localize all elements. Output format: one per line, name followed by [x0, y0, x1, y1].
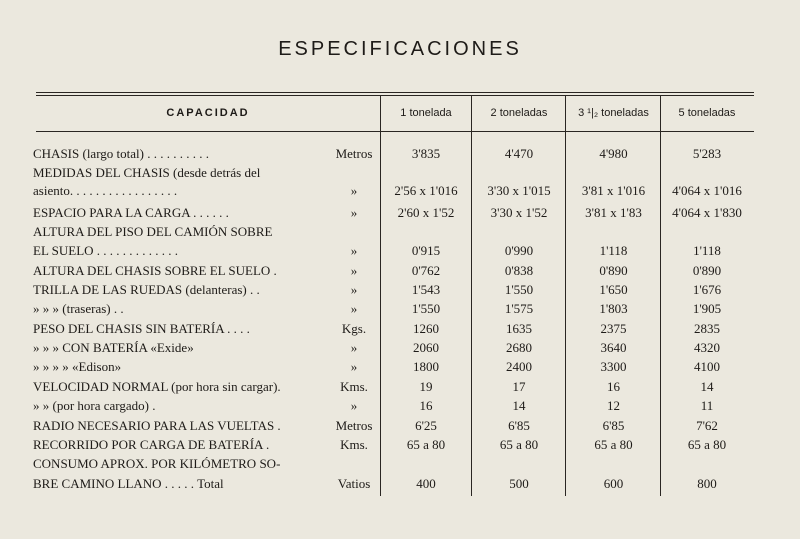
row-label: VELOCIDAD NORMAL (por hora sin cargar).: [33, 379, 281, 394]
row-unit: Kms.: [340, 379, 368, 394]
row-label: TRILLA DE LAS RUEDAS (delanteras) . .: [33, 282, 260, 297]
row-label: » » » (traseras) . .: [33, 301, 124, 316]
cell-value: 1'118: [599, 243, 628, 258]
cell-value: 65 a 80: [594, 437, 633, 452]
row-unit: »: [350, 340, 358, 355]
row-label: CHASIS (largo total) . . . . . . . . . .: [33, 146, 209, 161]
cell-value: 400: [416, 476, 436, 491]
row-unit: »: [350, 398, 358, 413]
cell-value: 1'118: [693, 243, 721, 258]
row-unit: Kgs.: [341, 321, 367, 336]
table-row: [0, 474, 800, 494]
row-label: RADIO NECESARIO PARA LAS VUELTAS .: [33, 418, 281, 433]
table-row: [0, 181, 800, 201]
table-row: [0, 280, 800, 300]
cell-value: 2'60 x 1'52: [397, 205, 455, 220]
row-label: asiento. . . . . . . . . . . . . . . . .: [33, 183, 178, 198]
cell-value: 0'990: [504, 243, 534, 258]
cell-value: 5'283: [692, 146, 722, 161]
cell-value: 3'30 x 1'015: [487, 183, 551, 198]
row-label: ALTURA DEL CHASIS SOBRE EL SUELO .: [33, 263, 277, 278]
cell-value: 1'550: [504, 282, 534, 297]
cell-value: 1'550: [411, 301, 441, 316]
cell-value: 3640: [600, 340, 627, 355]
cell-value: 4320: [694, 340, 720, 355]
cell-value: 17: [512, 379, 526, 394]
cell-value: 3300: [600, 359, 627, 374]
cell-value: 14: [700, 379, 714, 394]
table-row: [0, 319, 800, 339]
header-col-1: 1 tonelada: [400, 107, 452, 119]
cell-value: 2400: [506, 359, 532, 374]
row-label: ALTURA DEL PISO DEL CAMIÓN SOBRE: [33, 224, 273, 239]
cell-value: 3'30 x 1'52: [490, 205, 548, 220]
table-row: [0, 163, 800, 183]
cell-value: 0'890: [599, 263, 628, 278]
cell-value: 0'838: [504, 263, 534, 278]
cell-value: 4'470: [504, 146, 534, 161]
cell-value: 600: [603, 476, 624, 491]
cell-value: 4'064 x 1'830: [672, 205, 742, 220]
table-row: [0, 203, 800, 223]
table-top-rule: [36, 92, 754, 93]
row-unit: »: [350, 301, 358, 316]
cell-value: 2835: [694, 321, 720, 336]
row-unit: »: [350, 359, 358, 374]
row-label: BRE CAMINO LLANO . . . . . Total: [33, 476, 224, 491]
cell-value: 1800: [413, 359, 439, 374]
header-col-4: 5 toneladas: [678, 107, 736, 119]
table-row: [0, 454, 800, 474]
cell-value: 11: [700, 398, 714, 413]
cell-value: 65 a 80: [499, 437, 539, 452]
row-unit: Vatios: [337, 476, 371, 491]
cell-value: 1'575: [504, 301, 534, 316]
cell-value: 3'81 x 1'016: [581, 183, 646, 198]
cell-value: 14: [512, 398, 526, 413]
cell-value: 500: [509, 476, 529, 491]
row-label: » » » CON BATERÍA «Exide»: [33, 340, 194, 355]
page-title: ESPECIFICACIONES: [278, 38, 522, 60]
cell-value: 0'890: [692, 263, 722, 278]
table-row: [0, 338, 800, 358]
cell-value: 16: [607, 379, 620, 394]
cell-value: 19: [419, 379, 433, 394]
cell-value: 1'650: [599, 282, 628, 297]
table-row: [0, 416, 800, 436]
cell-value: 800: [697, 476, 717, 491]
cell-value: 1'676: [692, 282, 722, 297]
table-row: [0, 241, 800, 261]
cell-value: 6'85: [602, 418, 625, 433]
row-label: » » » » «Edison»: [33, 359, 122, 374]
cell-value: 1'905: [692, 301, 722, 316]
cell-value: 2060: [413, 340, 439, 355]
cell-value: 4'980: [599, 146, 628, 161]
row-unit: »: [350, 263, 358, 278]
row-unit: »: [350, 282, 358, 297]
cell-value: 4100: [694, 359, 720, 374]
cell-value: 16: [419, 398, 433, 413]
header-col-3: 3 ¹|₂ toneladas: [578, 107, 649, 119]
table-row: [0, 261, 800, 281]
cell-value: 65 a 80: [406, 437, 446, 452]
header-capacity: CAPACIDAD: [166, 107, 250, 119]
cell-value: 65 a 80: [687, 437, 727, 452]
table-row: [0, 144, 800, 164]
cell-value: 0'762: [411, 263, 441, 278]
table-row: [0, 435, 800, 455]
row-unit: »: [350, 205, 358, 220]
row-unit: Metros: [335, 418, 373, 433]
cell-value: 1'803: [599, 301, 628, 316]
header-col-2: 2 toneladas: [490, 107, 548, 119]
row-unit: Metros: [335, 146, 373, 161]
row-label: RECORRIDO POR CARGA DE BATERÍA .: [33, 437, 270, 452]
row-label: CONSUMO APROX. POR KILÓMETRO SO-: [33, 456, 281, 471]
row-label: ESPACIO PARA LA CARGA . . . . . .: [33, 205, 229, 220]
table-row: [0, 357, 800, 377]
row-label: EL SUELO . . . . . . . . . . . . .: [33, 243, 179, 258]
row-unit: »: [350, 243, 358, 258]
cell-value: 6'25: [415, 418, 437, 433]
row-unit: Kms.: [340, 437, 368, 452]
cell-value: 1'543: [411, 282, 441, 297]
cell-value: 2375: [600, 321, 627, 336]
cell-value: 7'62: [696, 418, 718, 433]
cell-value: 3'835: [411, 146, 441, 161]
cell-value: 3'81 x 1'83: [585, 205, 642, 220]
row-label: PESO DEL CHASIS SIN BATERÍA . . . .: [33, 321, 250, 336]
cell-value: 1260: [413, 321, 439, 336]
table-row: [0, 396, 800, 416]
row-label: » » (por hora cargado) .: [33, 398, 156, 413]
table-row: [0, 222, 800, 242]
cell-value: 2'56 x 1'016: [394, 183, 458, 198]
row-unit: »: [350, 183, 358, 198]
cell-value: 4'064 x 1'016: [672, 183, 742, 198]
cell-value: 2680: [506, 340, 532, 355]
table-row: [0, 299, 800, 319]
cell-value: 0'915: [411, 243, 441, 258]
row-label: MEDIDAS DEL CHASIS (desde detrás del: [33, 165, 261, 180]
cell-value: 12: [607, 398, 620, 413]
table-row: [0, 377, 800, 397]
header-bottom-rule: [36, 131, 754, 132]
cell-value: 6'85: [508, 418, 530, 433]
cell-value: 1635: [506, 321, 532, 336]
